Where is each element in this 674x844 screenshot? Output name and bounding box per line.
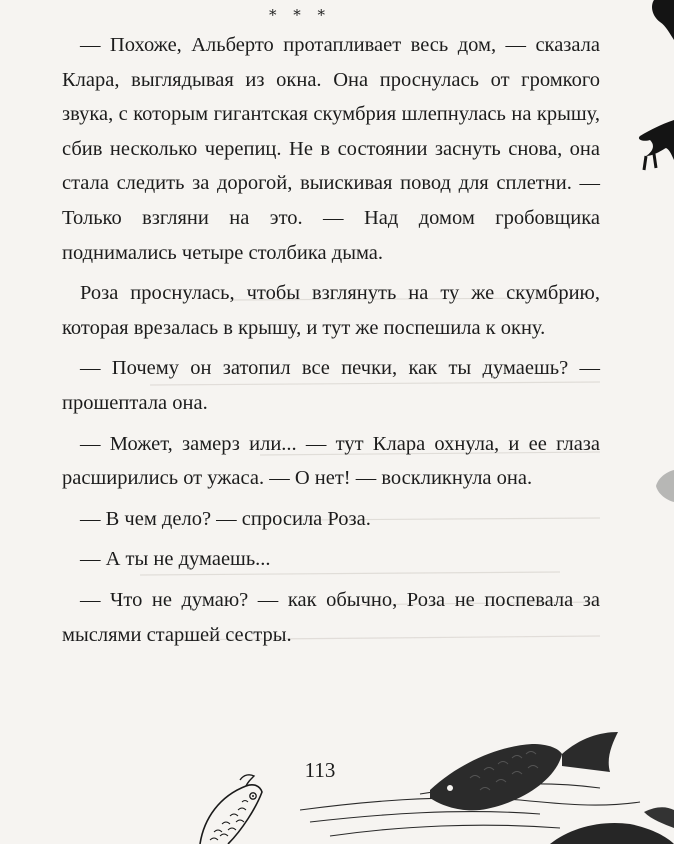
- paragraph: — В чем дело? — спросила Роза.: [80, 507, 371, 530]
- page-number: 113: [304, 758, 336, 782]
- body-text: [62, 28, 600, 652]
- paragraph: — Почему он затопил все печки, как ты думаешь? — прошептала она.: [62, 357, 600, 414]
- paragraph: — Может, замерз или... — тут Клара охнула, и ее глаза расширились от ужаса. — О нет! — воскликнула она.: [62, 432, 600, 490]
- fish-outline-illustration: [180, 774, 300, 844]
- paragraph: Роза проснулась, чтобы взглянуть на ту же скумбрию, которая врезалась в крышу, и тут же поспешила к окну.: [62, 282, 600, 339]
- section-separator: * * *: [268, 6, 332, 24]
- ink-illustration-edge: [610, 0, 674, 540]
- paragraph: — Что не думаю? — как обычно, Роза не поспевала за мыслями старшей сестры.: [62, 588, 600, 646]
- paragraph: — А ты не думаешь...: [80, 548, 271, 571]
- paragraph: — Похоже, Альберто протапливает весь дом, — сказала Клара, выглядывая из окна. Она проснулась от громкого звука, с которым гигантская скумбрия шлепнулась на крышу, сбив несколько черепиц. Не в состоянии заснуть снова, она стала следить за дорогой, выискивая повод для сплетни. — Только взгляни на это. — Над домом гробовщика поднимались четыре столбика дыма.: [62, 34, 600, 264]
- dark-fish-illustration: [300, 718, 674, 844]
